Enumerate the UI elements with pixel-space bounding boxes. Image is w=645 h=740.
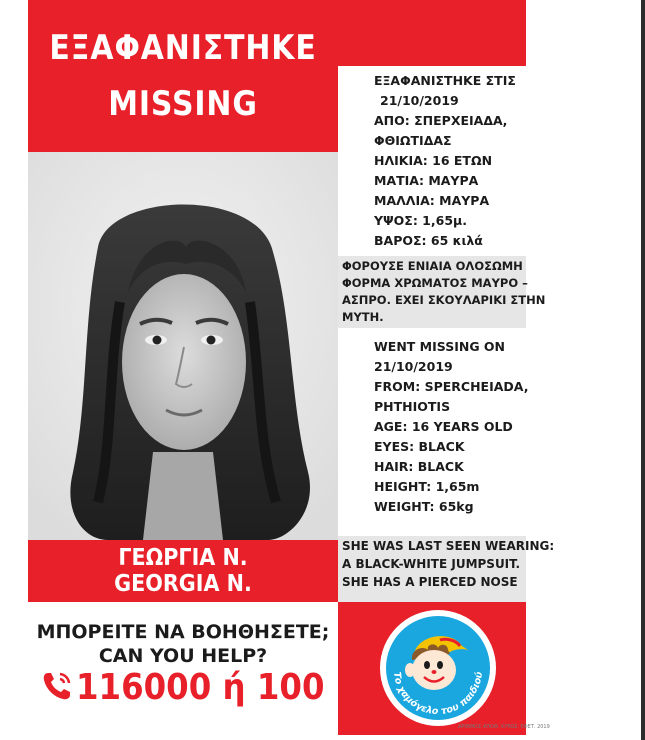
clothing-greek-box [338, 256, 546, 328]
child-smile-logo [380, 610, 496, 726]
clothing-english-line: SHE WAS LAST SEEN WEARING: [342, 539, 555, 553]
clothing-greek-line: ΑΣΠΡΟ. ΕΧΕΙ ΣΚΟΥΛΑΡΙΚΙ ΣΤΗΝ [342, 293, 546, 307]
hotline-number: 116000 ή 100 [76, 667, 325, 708]
info-greek-line: ΜΑΛΛΙΑ: ΜΑΥΡΑ [374, 193, 490, 208]
name-panel [28, 540, 338, 602]
page-edge [641, 0, 645, 740]
title-greek: ΕΞΑΦΑΝΙΣΤΗΚΕ [49, 28, 317, 68]
missing-person-photo [28, 152, 338, 540]
info-english-line: PHTHIOTIS [374, 399, 451, 414]
info-english-block [338, 328, 529, 540]
info-greek-line: ΒΑΡΟΣ: 65 κιλά [374, 233, 483, 248]
clothing-greek-line: ΦΟΡΟΥΣΕ ΕΝΙΑΙΑ ΟΛΟΣΩΜΗ [342, 259, 523, 273]
logo-panel [338, 602, 550, 735]
info-greek-line: ΜΑΤΙΑ: ΜΑΥΡΑ [374, 173, 479, 188]
name-english: GEORGIA N. [114, 571, 252, 597]
info-english-line: FROM: SPERCHEIADA, [374, 379, 529, 394]
info-english-line: WENT MISSING ON [374, 339, 506, 354]
info-english-line: 21/10/2019 [374, 359, 453, 374]
phone-icon [40, 669, 74, 703]
title-panel [28, 0, 338, 152]
clothing-greek-line: ΜΥΤΗ. [342, 310, 384, 324]
info-english-line: WEIGHT: 65kg [374, 499, 474, 514]
footnote: ΑΡΙΘΜΟΣ ΑΠΟΦ. ΚΥΡΩΣ. ΕΦΕΤ. 2019 [458, 724, 550, 730]
info-english-line: HEIGHT: 1,65m [374, 479, 480, 494]
title-english: MISSING [108, 84, 258, 124]
hotline[interactable] [40, 666, 338, 710]
info-greek-line: ΗΛΙΚΙΑ: 16 ΕΤΩΝ [374, 153, 493, 168]
logo-text: Το χαμόγελο του παιδιού [390, 671, 486, 718]
clothing-english-line: A BLACK-WHITE JUMPSUIT. [342, 557, 521, 571]
missing-poster [28, 0, 555, 735]
child-face-icon [380, 610, 496, 726]
info-greek-line: ΥΨΟΣ: 1,65μ. [374, 213, 467, 228]
clothing-english-line: SHE HAS A PIERCED NOSE [342, 575, 518, 589]
info-greek-line: ΦΘΙΩΤΙΔΑΣ [374, 133, 452, 148]
clothing-greek-line: ΦΟΡΜΑ ΧΡΩΜΑΤΟΣ ΜΑΥΡΟ – [342, 276, 528, 290]
info-greek-block [338, 66, 526, 254]
name-greek: ΓΕΩΡΓΙΑ Ν. [118, 545, 248, 571]
clothing-english-box [338, 536, 555, 602]
help-english: CAN YOU HELP? [98, 645, 268, 667]
info-greek-line: ΕΞΑΦΑΝΙΣΤΗΚΕ ΣΤΙΣ [374, 73, 516, 88]
portrait-image [28, 152, 338, 540]
title-panel-right [338, 0, 526, 66]
info-greek-line: ΑΠΟ: ΣΠΕΡΧΕΙΑΔΑ, [374, 113, 508, 128]
info-english-line: HAIR: BLACK [374, 459, 464, 474]
info-greek-line: 21/10/2019 [380, 93, 459, 108]
info-english-line: AGE: 16 YEARS OLD [374, 419, 513, 434]
info-english-line: EYES: BLACK [374, 439, 465, 454]
help-greek: ΜΠΟΡΕΙΤΕ ΝΑ ΒΟΗΘΗΣΕΤΕ; [36, 621, 330, 643]
